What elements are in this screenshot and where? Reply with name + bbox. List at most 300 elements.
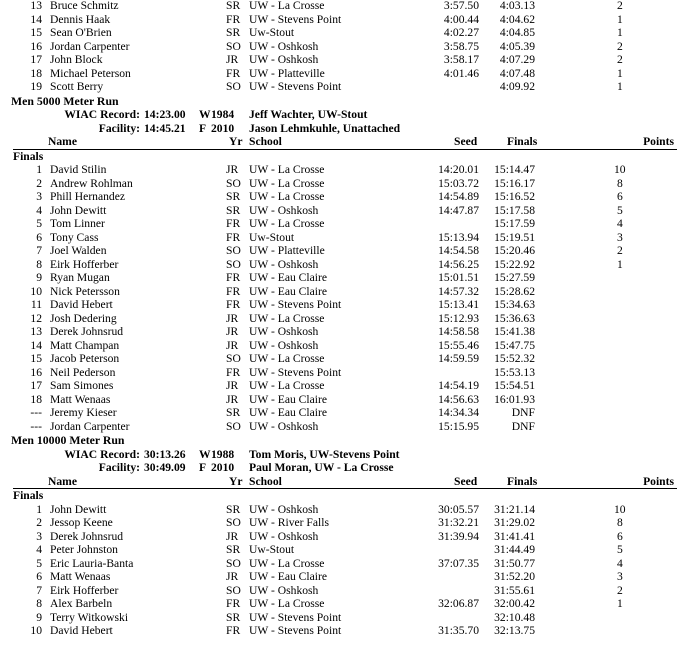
record-code: F xyxy=(199,461,207,474)
seed-time: 14:47.87 xyxy=(438,203,479,217)
header-yr: Yr xyxy=(229,135,243,148)
seed-time: 15:03.72 xyxy=(438,176,479,190)
result-row xyxy=(0,26,679,40)
place: 12 xyxy=(30,311,42,325)
class-year: JR xyxy=(226,325,239,338)
place: 6 xyxy=(36,570,42,583)
athlete-name: Matt Wenaas xyxy=(50,570,111,583)
column-header xyxy=(0,135,679,149)
place: 1 xyxy=(36,163,42,176)
school: UW - Eau Claire xyxy=(249,271,328,284)
class-year: SR xyxy=(226,203,241,217)
result-row xyxy=(0,163,679,177)
finals-time: 31:55.61 xyxy=(494,583,535,597)
place: 18 xyxy=(30,392,42,406)
seed-time: 3:58.17 xyxy=(443,53,479,66)
result-row xyxy=(0,0,679,13)
record-holder: Jason Lehmkuhle, Unattached xyxy=(249,121,401,135)
class-year: SR xyxy=(226,0,241,12)
school: UW - La Crosse xyxy=(249,0,325,12)
result-row xyxy=(0,530,679,544)
class-year: SR xyxy=(226,502,241,516)
class-year: JR xyxy=(226,379,239,392)
class-year: SO xyxy=(226,257,241,271)
seed-time: 15:13.94 xyxy=(438,230,479,244)
finals-time: 15:16.17 xyxy=(494,176,535,190)
athlete-name: Scott Berry xyxy=(50,80,104,93)
header-school: School xyxy=(249,474,282,488)
place: 5 xyxy=(36,217,42,230)
athlete-name: Eric Lauria-Banta xyxy=(50,556,134,570)
place: 11 xyxy=(30,298,42,311)
place: 9 xyxy=(36,610,42,624)
result-row xyxy=(0,379,679,393)
school: UW - Eau Claire xyxy=(249,570,328,583)
athlete-name: Andrew Rohlman xyxy=(50,176,133,190)
points: 1 xyxy=(617,26,623,39)
seed-time: 3:58.75 xyxy=(443,39,479,53)
result-row xyxy=(0,393,679,407)
result-row xyxy=(0,503,679,517)
class-year: FR xyxy=(226,66,241,80)
finals-time: 4:09.92 xyxy=(499,80,535,93)
seed-time: 14:54.89 xyxy=(438,190,479,203)
finals-time: 15:17.58 xyxy=(494,203,535,217)
finals-time: 15:17.59 xyxy=(494,217,535,230)
athlete-name: Josh Dedering xyxy=(50,311,117,325)
place: 16 xyxy=(30,365,42,379)
points: 10 xyxy=(614,502,626,516)
finals-time: 15:19.51 xyxy=(494,230,535,244)
school: UW - Oshkosh xyxy=(249,502,319,516)
header-finals: Finals xyxy=(507,474,538,488)
seed-time: 4:02.27 xyxy=(443,26,479,39)
result-row xyxy=(0,406,679,420)
result-row xyxy=(0,258,679,272)
class-year: JR xyxy=(226,392,239,406)
result-row xyxy=(0,177,679,191)
athlete-name: Derek Johnsrud xyxy=(50,325,124,338)
points: 10 xyxy=(614,163,626,176)
record-label: WIAC Record: xyxy=(64,447,140,461)
result-row xyxy=(0,624,679,638)
athlete-name: David Stilin xyxy=(50,163,107,176)
class-year: SR xyxy=(226,406,241,419)
record-time: 14:23.00 xyxy=(144,108,186,121)
record-holder: Tom Moris, UW-Stevens Point xyxy=(249,447,400,461)
school: UW - Oshkosh xyxy=(249,419,319,433)
school: UW - La Crosse xyxy=(249,190,325,203)
class-year: JR xyxy=(226,163,239,176)
school: UW - Stevens Point xyxy=(249,80,342,93)
result-row xyxy=(0,204,679,218)
school: UW - Oshkosh xyxy=(249,257,319,271)
header-school: School xyxy=(249,135,282,148)
place: 3 xyxy=(36,529,42,543)
place: 19 xyxy=(30,80,42,93)
school: UW - River Falls xyxy=(249,516,329,529)
school: UW - Oshkosh xyxy=(249,529,319,543)
place: 3 xyxy=(36,190,42,203)
points: 1 xyxy=(617,257,623,271)
place: 4 xyxy=(36,543,42,556)
school: UW - Oshkosh xyxy=(249,53,319,66)
finals-label-text: Finals xyxy=(13,149,44,163)
points: 5 xyxy=(617,203,623,217)
result-row xyxy=(0,516,679,530)
school: UW - La Crosse xyxy=(249,597,325,610)
school: UW - La Crosse xyxy=(249,556,325,570)
record-code: F xyxy=(199,121,207,135)
header-seed: Seed xyxy=(454,135,478,148)
seed-time: 14:20.01 xyxy=(438,163,479,176)
finals-time: 15:28.62 xyxy=(494,284,535,298)
finals-label-text: Finals xyxy=(13,489,44,502)
seed-time: 31:32.21 xyxy=(438,516,479,529)
finals-time: 15:52.32 xyxy=(494,352,535,365)
class-year: JR xyxy=(226,529,239,543)
athlete-name: Jacob Peterson xyxy=(50,352,120,365)
athlete-name: Nick Petersson xyxy=(50,284,120,298)
athlete-name: Peter Johnston xyxy=(50,543,118,556)
school: UW - La Crosse xyxy=(249,163,325,176)
event-title-text: Men 10000 Meter Run xyxy=(11,433,125,447)
finals-time: 15:34.63 xyxy=(494,298,535,311)
column-header xyxy=(0,475,679,489)
place: 10 xyxy=(30,624,42,637)
finals-time: DNF xyxy=(511,419,535,433)
points: 8 xyxy=(617,176,623,190)
seed-time: 3:57.50 xyxy=(443,0,479,12)
class-year: SR xyxy=(226,543,241,556)
result-row xyxy=(0,13,679,27)
athlete-name: Bruce Schmitz xyxy=(50,0,119,12)
result-row xyxy=(0,584,679,598)
seed-time: 32:06.87 xyxy=(438,597,479,610)
finals-time: 32:13.75 xyxy=(494,624,535,637)
place: 14 xyxy=(30,12,42,26)
record-row xyxy=(0,122,679,136)
seed-time: 31:35.70 xyxy=(438,624,479,637)
result-row xyxy=(0,325,679,339)
school: UW - Oshkosh xyxy=(249,325,319,338)
result-row xyxy=(0,352,679,366)
class-year: FR xyxy=(226,365,241,379)
record-time: 30:13.26 xyxy=(144,447,186,461)
school: UW - Oshkosh xyxy=(249,338,319,352)
event-title-text: Men 5000 Meter Run xyxy=(11,93,119,108)
seed-time: 14:58.58 xyxy=(438,325,479,338)
class-year: JR xyxy=(226,311,239,325)
athlete-name: Jordan Carpenter xyxy=(50,39,130,53)
place: 2 xyxy=(36,176,42,190)
seed-time: 15:55.46 xyxy=(438,338,479,352)
finals-time: 15:16.52 xyxy=(494,190,535,203)
school: Uw-Stout xyxy=(249,230,295,244)
seed-time: 14:54.58 xyxy=(438,244,479,257)
school: UW - Platteville xyxy=(249,66,325,80)
class-year: JR xyxy=(226,570,239,583)
class-year: FR xyxy=(226,230,241,244)
finals-label xyxy=(0,489,679,503)
finals-time: 31:21.14 xyxy=(494,502,535,516)
school: UW - La Crosse xyxy=(249,379,325,392)
result-row xyxy=(0,190,679,204)
place: 7 xyxy=(36,583,42,597)
school: UW - La Crosse xyxy=(249,311,325,325)
record-time: 14:45.21 xyxy=(144,121,186,135)
finals-time: 16:01.93 xyxy=(494,392,535,406)
place: 15 xyxy=(30,26,42,39)
class-year: FR xyxy=(226,271,241,284)
record-row xyxy=(0,108,679,122)
seed-time: 31:39.94 xyxy=(438,529,479,543)
result-row xyxy=(0,570,679,584)
seed-time: 30:05.57 xyxy=(438,502,479,516)
finals-label xyxy=(0,150,679,164)
place: 8 xyxy=(36,597,42,610)
place: 1 xyxy=(36,502,42,516)
points: 1 xyxy=(617,12,623,26)
record-code: W xyxy=(199,447,211,461)
result-row xyxy=(0,420,679,434)
result-row xyxy=(0,53,679,67)
points: 2 xyxy=(617,39,623,53)
place: 13 xyxy=(30,325,42,338)
class-year: FR xyxy=(226,12,241,26)
record-row xyxy=(0,461,679,475)
class-year: FR xyxy=(226,624,241,637)
points: 1 xyxy=(617,80,623,93)
place: 8 xyxy=(36,257,42,271)
class-year: SO xyxy=(226,419,241,433)
header-name: Name xyxy=(48,474,77,488)
school: UW - Stevens Point xyxy=(249,624,342,637)
class-year: SO xyxy=(226,556,241,570)
place: 7 xyxy=(36,244,42,257)
points: 2 xyxy=(617,53,623,66)
points: 2 xyxy=(617,0,623,12)
finals-time: 15:53.13 xyxy=(494,365,535,379)
seed-time: 15:15.95 xyxy=(438,419,479,433)
athlete-name: Jordan Carpenter xyxy=(50,419,130,433)
class-year: SO xyxy=(226,583,241,597)
finals-time: 32:10.48 xyxy=(494,610,535,624)
record-holder: Jeff Wachter, UW-Stout xyxy=(249,108,368,121)
athlete-name: Sean O'Brien xyxy=(50,26,112,39)
record-label: WIAC Record: xyxy=(64,108,140,121)
athlete-name: John Dewitt xyxy=(50,203,107,217)
school: UW - Eau Claire xyxy=(249,406,328,419)
result-row xyxy=(0,217,679,231)
athlete-name: Ryan Mugan xyxy=(50,271,110,284)
seed-time: 15:01.51 xyxy=(438,271,479,284)
school: UW - Oshkosh xyxy=(249,203,319,217)
athlete-name: Eirk Hofferber xyxy=(50,257,119,271)
seed-time: 14:57.32 xyxy=(438,284,479,298)
athlete-name: Jeremy Kieser xyxy=(50,406,117,419)
class-year: JR xyxy=(226,53,239,66)
class-year: SO xyxy=(226,176,241,190)
school: UW - Oshkosh xyxy=(249,583,319,597)
athlete-name: Dennis Haak xyxy=(50,12,111,26)
points: 3 xyxy=(617,570,623,583)
school: Uw-Stout xyxy=(249,543,295,556)
record-code: W xyxy=(199,108,211,121)
place: 6 xyxy=(36,230,42,244)
place: --- xyxy=(30,419,42,433)
athlete-name: David Hebert xyxy=(50,298,113,311)
athlete-name: Sam Simones xyxy=(50,379,114,392)
athlete-name: John Dewitt xyxy=(50,502,107,516)
class-year: SR xyxy=(226,610,241,624)
result-row xyxy=(0,67,679,81)
record-label: Facility: xyxy=(98,121,140,135)
place: 14 xyxy=(30,338,42,352)
place: 9 xyxy=(36,271,42,284)
class-year: SO xyxy=(226,39,241,53)
place: --- xyxy=(30,406,42,419)
athlete-name: Terry Witkowski xyxy=(50,610,129,624)
finals-time: 15:36.63 xyxy=(494,311,535,325)
points: 1 xyxy=(617,66,623,80)
place: 10 xyxy=(30,284,42,298)
seed-time: 4:00.44 xyxy=(443,12,479,26)
points: 4 xyxy=(617,217,623,230)
place: 18 xyxy=(30,66,42,80)
header-yr: Yr xyxy=(229,474,243,488)
class-year: FR xyxy=(226,298,241,311)
class-year: FR xyxy=(226,597,241,610)
athlete-name: Matt Champan xyxy=(50,338,120,352)
class-year: SR xyxy=(226,190,241,203)
place: 4 xyxy=(36,203,42,217)
record-row xyxy=(0,448,679,462)
class-year: SR xyxy=(226,26,241,39)
school: UW - Oshkosh xyxy=(249,39,319,53)
school: UW - Stevens Point xyxy=(249,365,342,379)
class-year: FR xyxy=(226,217,241,230)
athlete-name: David Hebert xyxy=(50,624,113,637)
finals-time: 4:04.85 xyxy=(499,26,535,39)
result-row xyxy=(0,597,679,611)
seed-time: 14:56.25 xyxy=(438,257,479,271)
finals-time: 15:54.51 xyxy=(494,379,535,392)
athlete-name: Phill Hernandez xyxy=(50,190,126,203)
seed-time: 4:01.46 xyxy=(443,66,479,80)
header-seed: Seed xyxy=(454,474,478,488)
school: UW - Stevens Point xyxy=(249,12,342,26)
record-year: 1984 xyxy=(211,108,235,121)
place: 13 xyxy=(30,0,42,12)
seed-time: 14:59.59 xyxy=(438,352,479,365)
finals-time: 31:52.20 xyxy=(494,570,535,583)
finals-time: 4:07.29 xyxy=(499,53,535,66)
seed-time: 15:13.41 xyxy=(438,298,479,311)
finals-time: 15:22.92 xyxy=(494,257,535,271)
header-finals: Finals xyxy=(507,135,538,148)
school: UW - La Crosse xyxy=(249,217,325,230)
result-row xyxy=(0,271,679,285)
points: 3 xyxy=(617,230,623,244)
result-row xyxy=(0,285,679,299)
points: 1 xyxy=(617,597,623,610)
points: 6 xyxy=(617,529,623,543)
athlete-name: Tom Linner xyxy=(50,217,105,230)
class-year: SO xyxy=(226,352,241,365)
finals-time: 31:29.02 xyxy=(494,516,535,529)
place: 17 xyxy=(30,53,42,66)
record-time: 30:49.09 xyxy=(144,461,186,474)
seed-time: 15:12.93 xyxy=(438,311,479,325)
athlete-name: Derek Johnsrud xyxy=(50,529,124,543)
finals-time: 15:47.75 xyxy=(494,338,535,352)
finals-time: 31:44.49 xyxy=(494,543,535,556)
record-label: Facility: xyxy=(98,461,140,474)
header-points: Points xyxy=(643,474,674,488)
athlete-name: Joel Walden xyxy=(50,244,107,257)
points: 2 xyxy=(617,583,623,597)
finals-time: 31:41.41 xyxy=(494,529,535,543)
record-year: 2010 xyxy=(211,461,235,474)
athlete-name: Eirk Hofferber xyxy=(50,583,119,597)
result-row xyxy=(0,366,679,380)
seed-time: 14:34.34 xyxy=(438,406,479,419)
result-row xyxy=(0,611,679,625)
seed-time: 14:56.63 xyxy=(438,392,479,406)
school: Uw-Stout xyxy=(249,26,295,39)
points: 5 xyxy=(617,543,623,556)
points: 2 xyxy=(617,244,623,257)
finals-time: DNF xyxy=(511,406,535,419)
result-row xyxy=(0,244,679,258)
school: UW - Platteville xyxy=(249,244,325,257)
header-name: Name xyxy=(48,135,77,148)
result-row xyxy=(0,543,679,557)
athlete-name: Michael Peterson xyxy=(50,66,131,80)
points: 4 xyxy=(617,556,623,570)
class-year: FR xyxy=(226,284,241,298)
event-title xyxy=(0,434,679,448)
school: UW - Eau Claire xyxy=(249,284,328,298)
event-title xyxy=(0,95,679,109)
athlete-name: Alex Barbeln xyxy=(50,597,113,610)
class-year: JR xyxy=(226,338,239,352)
athlete-name: Jessop Keene xyxy=(50,516,113,529)
result-row xyxy=(0,40,679,54)
record-year: 2010 xyxy=(211,121,235,135)
record-year: 1988 xyxy=(211,447,235,461)
result-row xyxy=(0,339,679,353)
athlete-name: Neil Pederson xyxy=(50,365,116,379)
place: 5 xyxy=(36,556,42,570)
seed-time: 14:54.19 xyxy=(438,379,479,392)
header-points: Points xyxy=(643,135,674,148)
place: 15 xyxy=(30,352,42,365)
finals-time: 15:27.59 xyxy=(494,271,535,284)
finals-time: 15:41.38 xyxy=(494,325,535,338)
school: UW - Stevens Point xyxy=(249,298,342,311)
points: 8 xyxy=(617,516,623,529)
place: 16 xyxy=(30,39,42,53)
athlete-name: John Block xyxy=(50,53,103,66)
school: UW - La Crosse xyxy=(249,176,325,190)
finals-time: 4:03.13 xyxy=(499,0,535,12)
result-row xyxy=(0,231,679,245)
place: 17 xyxy=(30,379,42,392)
finals-time: 32:00.42 xyxy=(494,597,535,610)
result-row xyxy=(0,312,679,326)
